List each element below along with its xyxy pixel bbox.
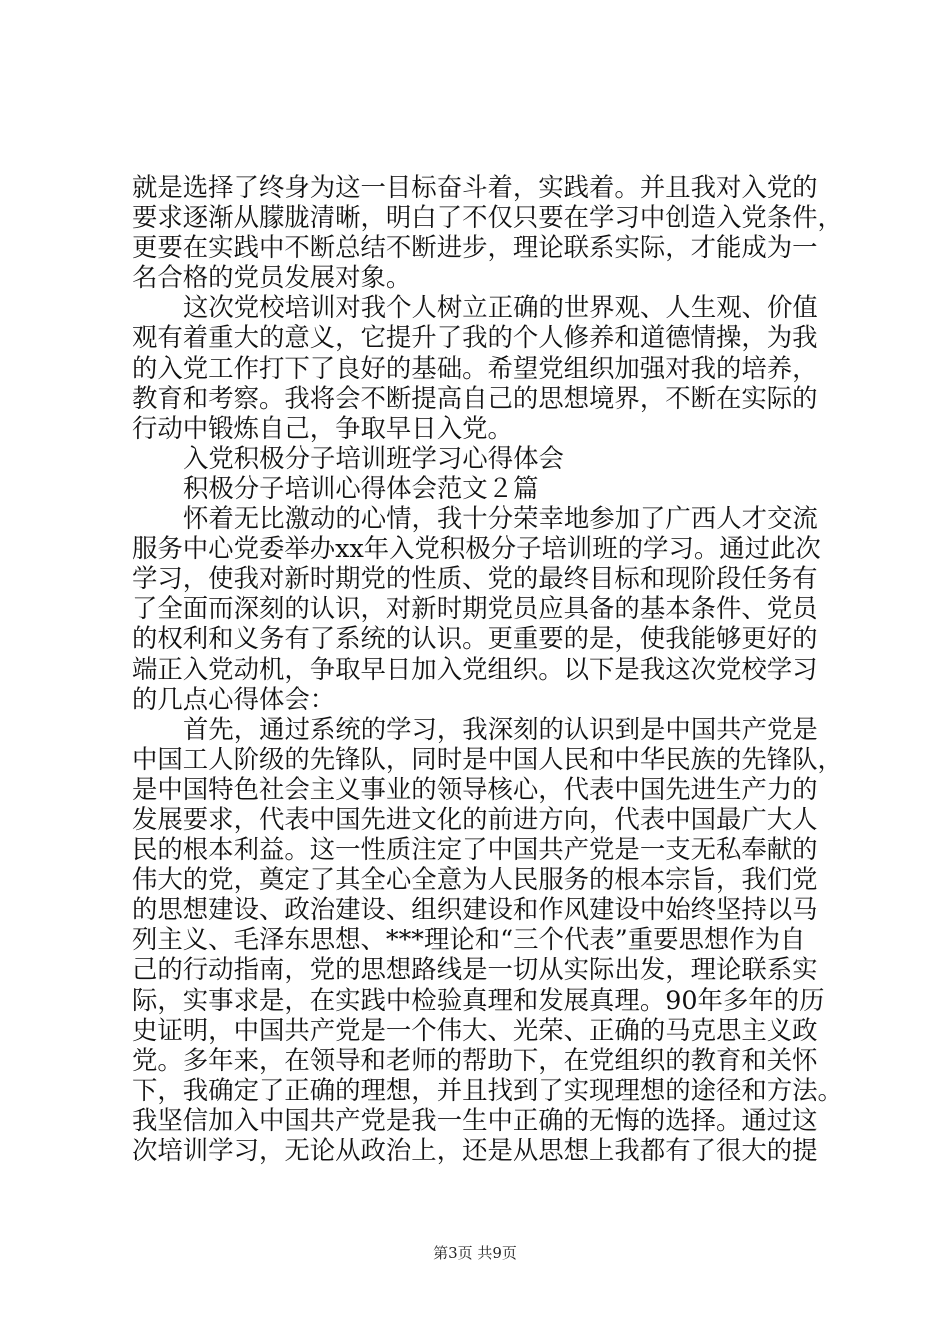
text-line: 要求逐渐从朦胧清晰，明白了不仅只要在学习中创造入党条件，	[132, 202, 843, 233]
section-heading: 入党积极分子培训班学习心得体会	[183, 442, 564, 473]
text-line: 就是选择了终身为这一目标奋斗着，实践着。并且我对入党的	[132, 172, 818, 202]
text-line: 次培训学习，无论从政治上，还是从思想上我都有了很大的提	[132, 1135, 818, 1165]
text-line: 端正入党动机，争取早日加入党组织。以下是我这次党校学习	[132, 653, 818, 684]
text-line: 下，我确定了正确的理想，并且找到了实现理想的途径和方法。	[132, 1074, 843, 1105]
text-line: 更要在实践中不断总结不断进步，理论联系实际，才能成为一	[132, 232, 818, 263]
document-body	[132, 172, 843, 1165]
text-line: 是中国特色社会主义事业的领导核心，代表中国先进生产力的	[132, 773, 818, 804]
text-line: 己的行动指南，党的思想路线是一切从实际出发，理论联系实	[132, 954, 818, 985]
text-line: 发展要求，代表中国先进文化的前进方向，代表中国最广大人	[132, 803, 818, 834]
text-line: 学习，使我对新时期党的性质、党的最终目标和现阶段任务有	[132, 563, 818, 594]
text-line: 的权利和义务有了系统的认识。更重要的是，使我能够更好的	[132, 623, 818, 654]
text-line: 首先，通过系统的学习，我深刻的认识到是中国共产党是	[183, 713, 818, 744]
text-line: 名合格的党员发展对象。	[132, 262, 412, 293]
page-number: 第3页 共9页	[433, 1244, 517, 1262]
text-line: 列主义、毛泽东思想、***理论和“三个代表”重要思想作为自	[132, 924, 806, 955]
page-footer	[0, 1243, 950, 1263]
text-line: 观有着重大的意义，它提升了我的个人修养和道德情操，为我	[132, 322, 818, 353]
text-line: 中国工人阶级的先锋队，同时是中国人民和中华民族的先锋队，	[132, 743, 843, 774]
text-line: 教育和考察。我将会不断提高自己的思想境界，不断在实际的	[132, 382, 818, 413]
text-line: 际，实事求是，在实践中检验真理和发展真理。90年多年的历	[132, 984, 825, 1015]
text-line: 服务中心党委举办xx年入党积极分子培训班的学习。通过此次	[132, 533, 821, 564]
text-line: 伟大的党，奠定了其全心全意为人民服务的根本宗旨，我们党	[132, 864, 818, 895]
text-line: 史证明，中国共产党是一个伟大、光荣、正确的马克思主义政	[132, 1014, 818, 1045]
text-line: 了全面而深刻的认识，对新时期党员应具备的基本条件、党员	[132, 593, 818, 624]
text-line: 这次党校培训对我个人树立正确的世界观、人生观、价值	[183, 292, 818, 323]
text-line: 的几点心得体会：	[132, 683, 336, 714]
text-line: 民的根本利益。这一性质注定了中国共产党是一支无私奉献的	[132, 834, 818, 865]
text-line: 的思想建设、政治建设、组织建设和作风建设中始终坚持以马	[132, 894, 818, 925]
text-line: 行动中锻炼自己，争取早日入党。	[132, 412, 513, 443]
section-heading: 积极分子培训心得体会范文２篇	[183, 472, 539, 503]
text-line: 我坚信加入中国共产党是我一生中正确的无悔的选择。通过这	[132, 1104, 818, 1135]
text-line: 的入党工作打下了良好的基础。希望党组织加强对我的培养，	[132, 352, 818, 383]
text-line: 党。多年来，在领导和老师的帮助下，在党组织的教育和关怀	[132, 1044, 818, 1075]
text-line: 怀着无比激动的心情，我十分荣幸地参加了广西人才交流	[183, 503, 818, 534]
